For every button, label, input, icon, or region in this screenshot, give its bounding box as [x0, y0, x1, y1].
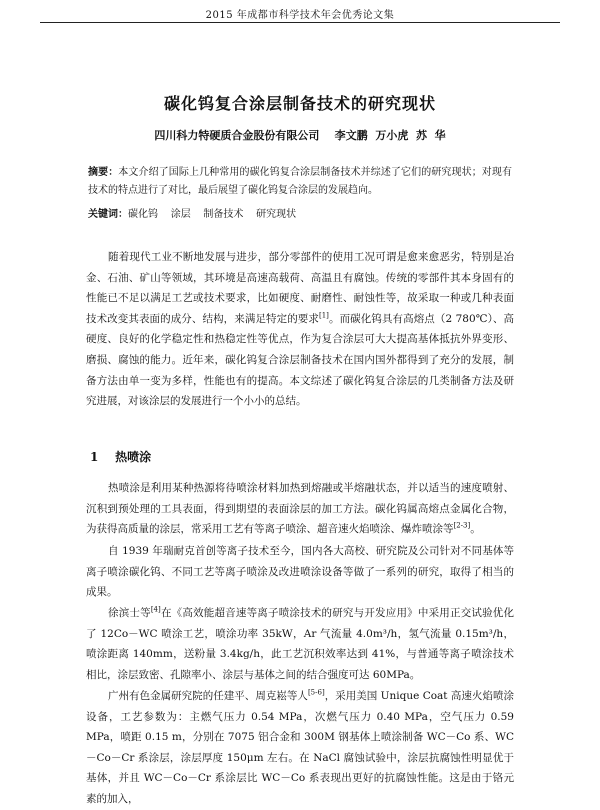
citation-5-6: [5-6]	[307, 688, 325, 697]
s1-p1-text-a: 热喷涂是利用某种热源将待喷涂材料加热到熔融或半熔融状态，并以适当的速度喷射、沉积到预处理的工具表面，得到期望的表面涂层的加工方法。碳化钨属高熔点金属化合物，为获得高质量的涂层，常采用工艺有等离子喷涂、超音速火焰喷涂、爆炸喷涂等	[86, 482, 514, 536]
intro-text-b: 。而碳化钨具有高熔点（2 780℃）、高硬度、良好的化学稳定性和热稳定性等优点，作为复合涂层可大大提高基体抵抗外界变形、磨损、腐蚀的能力。近年来，碳化钨复合涂层制备技术在国内国外都得到了充分的发展，制备方法由单一变为多样，性能也有的提高。本文综述了碳化钨复合涂层的几类制备方法及研究进展，对该涂层的发展进行一个小小的总结。	[86, 312, 514, 408]
keywords-label: 关键词：	[88, 209, 128, 220]
s1-p4-text-a: 广州有色金属研究院的任建平、周克崧等人	[108, 690, 308, 702]
section-heading-1	[90, 448, 151, 465]
s1-p1-text-b: 。	[470, 523, 481, 536]
abstract-label: 摘要：	[88, 167, 119, 178]
s1-p4-text-b: ，采用美国 Unique Coat 高速火焰喷涂设备，工艺参数为：主燃气压力 0.54 MPa，次燃气压力 0.40 MPa，空气压力 0.59 MPa，喷距 0.15 m，分别在 7075 铝合金和 300M 钢基体上喷涂制备 WC－Co 系、WC－Co－Cr 系涂层，涂层厚度 150μm 左右。在 NaCl 腐蚀试验中，涂层抗腐蚀性明显优于基体，并且 WC－Co－Cr 系涂层比 WC－Co 系表现出更好的抗腐蚀性能。这是由于铬元素的加入，	[86, 690, 515, 805]
author-names: 李文鹏 万小虎 苏 华	[334, 129, 446, 142]
keywords	[88, 207, 512, 223]
section-number: 1	[90, 450, 99, 464]
s1-p3-text-b: 在《高效能超音速等离子喷涂技术的研究与开发应用》中采用正交试验优化了 12Co－WC 喷涂工艺，喷涂功率 35kW，Ar 气流量 4.0m³/h，氢气流量 0.15m³/h，喷涂距离 140mm，送粉量 3.4kg/h，此工艺沉积效率达到 41%，与普通等离子喷涂技术相比，涂层致密、孔隙率小、涂层与基体之间的结合强度可达 60MPa。	[86, 607, 515, 681]
intro-paragraph	[86, 247, 514, 412]
citation-1: [1]	[318, 311, 329, 320]
citation-4: [4]	[150, 605, 161, 614]
s1-p2-text: 自 1939 年瑞耐克首创等离子技术至今，国内各大高校、研究院及公司针对不同基体等离子喷涂碳化钨、不同工艺等离子喷涂及改进喷涂设备等做了一系列的研究，取得了相当的成果。	[86, 545, 514, 599]
s1-paragraph-4	[86, 686, 515, 805]
s1-paragraph-3	[86, 603, 514, 685]
authors-line	[40, 127, 560, 143]
s1-paragraph-2	[86, 541, 514, 603]
abstract	[88, 164, 512, 200]
affiliation: 四川科力特硬质合金股份有限公司	[154, 129, 320, 142]
abstract-text: 本文介绍了国际上几种常用的碳化钨复合涂层制备技术并综述了它们的研究现状；对现有技术的特点进行了对比，最后展望了碳化钨复合涂层的发展趋向。	[88, 167, 513, 196]
intro-text-a: 随着现代工业不断地发展与进步，部分零部件的使用工况可谓是愈来愈恶劣，特别是冶金、石油、矿山等领域，其环境是高速高载荷、高温且有腐蚀。传统的零部件其本身固有的性能已不足以满足工艺或技术要求，比如硬度、耐磨性、耐蚀性等，故采取一种或几种表面技术改变其表面的成分、结构，来满足特定的要求	[86, 251, 514, 325]
keywords-text: 碳化钨 涂层 制备技术 研究现状	[128, 209, 297, 220]
citation-2-3: [2-3]	[453, 521, 471, 530]
section-title: 热喷涂	[115, 450, 152, 464]
paper-title: 碳化钨复合涂层制备技术的研究现状	[163, 94, 436, 113]
running-header: 2015 年成都市科学技术年会优秀论文集	[205, 10, 395, 21]
header-rule	[40, 22, 560, 23]
s1-paragraph-1	[86, 478, 514, 540]
s1-p3-text-a: 徐滨士等	[108, 607, 151, 619]
